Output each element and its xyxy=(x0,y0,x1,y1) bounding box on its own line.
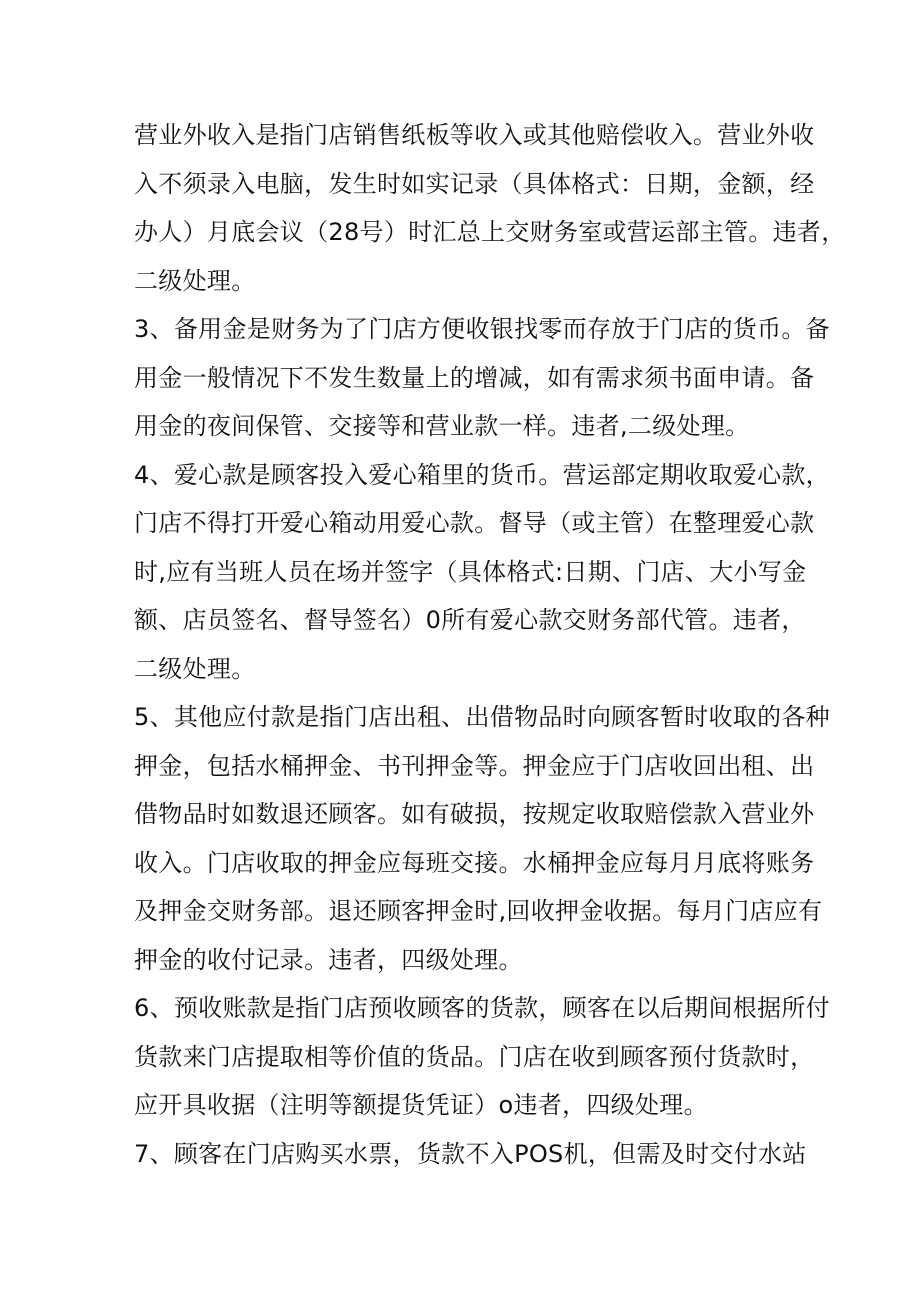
text-line: 6、预收账款是指门店预收顾客的货款，顾客在以后期间根据所付 xyxy=(134,994,830,1022)
text-line: 二级处理。 xyxy=(134,266,256,295)
text-line: 7、顾客在门店购买水票，货款不入POS机，但需及时交付水站 xyxy=(134,1139,807,1168)
text-line: 办人）月底会议（28号）时汇总上交财务室或营运部主管。违者， xyxy=(134,218,846,246)
text-line: 及押金交财务部。退还顾客押金时,回收押金收据。每月门店应有 xyxy=(134,897,823,925)
text-line: 借物品时如数退还顾客。如有破损，按规定收取赔偿款入营业外 xyxy=(134,800,815,828)
text-line: 营业外收入是指门店销售纸板等收入或其他赔偿收入。营业外收 xyxy=(134,121,815,149)
text-line: 时,应有当班人员在场并签字（具体格式:日期、门店、大小写金 xyxy=(134,557,807,586)
text-line: 收入。门店收取的押金应每班交接。水桶押金应每月月底将账务 xyxy=(134,848,815,877)
text-line: 入不须录入电脑，发生时如实记录（具体格式：日期，金额，经 xyxy=(134,169,815,198)
text-line: 货款来门店提取相等价值的货品。门店在收到顾客预付货款时， xyxy=(134,1042,815,1071)
text-line: 二级处理。 xyxy=(134,654,256,683)
text-line: 5、其他应付款是指门店出租、出借物品时向顾客暂时收取的各种 xyxy=(134,703,830,731)
text-line: 门店不得打开爱心箱动用爱心款。督导（或主管）在整理爱心款 xyxy=(134,509,815,537)
text-line: 押金，包括水桶押金、书刊押金等。押金应于门店收回出租、出 xyxy=(134,751,815,780)
text-line: 押金的收付记录。违者，四级处理。 xyxy=(134,945,523,974)
text-line: 3、备用金是财务为了门店方便收银找零而存放于门店的货币。备 xyxy=(134,315,830,343)
text-line: 用金一般情况下不发生数量上的增减，如有需求须书面申请。备 xyxy=(134,363,815,392)
text-line: 应开具收据（注明等额提货凭证）o违者，四级处理。 xyxy=(134,1091,708,1119)
text-line: 额、店员签名、督导签名）0所有爱心款交财务部代管。违者， xyxy=(134,606,806,634)
text-line: 用金的夜间保管、交接等和营业款一样。违者,二级处理。 xyxy=(134,412,750,440)
document-body xyxy=(134,111,846,1178)
text-line: 4、爱心款是顾客投入爱心箱里的货币。营运部定期收取爱心款， xyxy=(134,460,830,489)
